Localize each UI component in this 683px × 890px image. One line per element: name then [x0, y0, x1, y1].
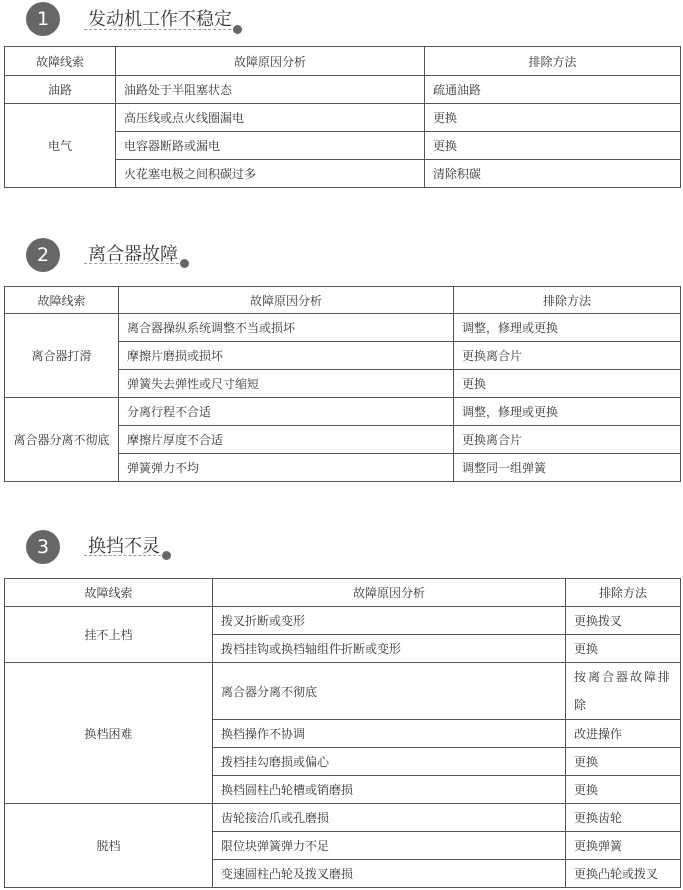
clue-cell: 挂不上档 [5, 607, 213, 663]
section-title: 离合器故障 [88, 244, 178, 265]
cause-cell: 离合器分离不彻底 [213, 663, 566, 720]
underline-dot [180, 259, 189, 268]
fault-table-1 [4, 46, 681, 188]
section-title: 发动机工作不稳定 [88, 9, 232, 30]
remedy-cell: 更换拨叉 [566, 607, 681, 635]
fault-table-3 [4, 578, 681, 888]
header-cause: 故障原因分析 [119, 287, 454, 314]
clue-cell: 换档困难 [5, 663, 213, 804]
header-cause: 故障原因分析 [213, 579, 566, 607]
clue-cell: 油路 [5, 76, 116, 104]
cause-cell: 弹簧失去弹性或尺寸缩短 [119, 370, 454, 398]
underline-dot [233, 25, 242, 34]
remedy-cell: 更换 [425, 104, 681, 132]
section-number-badge: 1 [26, 2, 60, 36]
remedy-cell: 调整，修理或更换 [454, 398, 681, 426]
cause-cell: 分离行程不合适 [119, 398, 454, 426]
title-underline [84, 263, 184, 264]
fault-table-2 [4, 286, 681, 482]
remedy-cell: 按离合器故障排除 [566, 663, 681, 720]
cause-cell: 高压线或点火线圈漏电 [116, 104, 425, 132]
cause-cell: 油路处于半阻塞状态 [116, 76, 425, 104]
remedy-cell: 更换齿轮 [566, 804, 681, 832]
cause-cell: 齿轮接洽爪或孔磨损 [213, 804, 566, 832]
cause-cell: 弹簧弹力不均 [119, 454, 454, 482]
cause-cell: 换档操作不协调 [213, 720, 566, 748]
remedy-cell: 更换 [566, 748, 681, 776]
remedy-cell: 更换 [425, 132, 681, 160]
header-remedy: 排除方法 [425, 47, 681, 76]
remedy-cell: 调整，修理或更换 [454, 314, 681, 342]
clue-cell: 离合器分离不彻底 [5, 398, 119, 482]
cause-cell: 火花塞电极之间积碳过多 [116, 160, 425, 188]
cause-cell: 离合器操纵系统调整不当或损坏 [119, 314, 454, 342]
remedy-cell: 调整同一组弹簧 [454, 454, 681, 482]
remedy-cell: 更换凸轮或拨叉 [566, 860, 681, 888]
title-underline [84, 555, 166, 556]
header-remedy: 排除方法 [454, 287, 681, 314]
clue-cell: 离合器打滑 [5, 314, 119, 398]
cause-cell: 限位块弹簧弹力不足 [213, 832, 566, 860]
header-clue: 故障线索 [5, 287, 119, 314]
section-title: 换挡不灵 [88, 536, 160, 557]
remedy-cell: 清除积碳 [425, 160, 681, 188]
header-clue: 故障线索 [5, 579, 213, 607]
remedy-cell: 更换 [566, 635, 681, 663]
cause-cell: 电容器断路或漏电 [116, 132, 425, 160]
cause-cell: 拨档挂钩或换档轴组件折断或变形 [213, 635, 566, 663]
header-remedy: 排除方法 [566, 579, 681, 607]
cause-cell: 摩擦片厚度不合适 [119, 426, 454, 454]
header-clue: 故障线索 [5, 47, 116, 76]
title-underline [84, 29, 236, 30]
cause-cell: 拨叉折断或变形 [213, 607, 566, 635]
remedy-cell: 更换弹簧 [566, 832, 681, 860]
section-number-badge: 3 [26, 530, 60, 564]
remedy-cell: 更换离合片 [454, 426, 681, 454]
section-number-badge: 2 [26, 238, 60, 272]
remedy-cell: 改进操作 [566, 720, 681, 748]
clue-cell: 脱档 [5, 804, 213, 888]
remedy-cell: 更换 [454, 370, 681, 398]
remedy-cell: 疏通油路 [425, 76, 681, 104]
cause-cell: 摩擦片磨损或损坏 [119, 342, 454, 370]
underline-dot [162, 551, 171, 560]
cause-cell: 变速圆柱凸轮及拨叉磨损 [213, 860, 566, 888]
header-cause: 故障原因分析 [116, 47, 425, 76]
remedy-cell: 更换离合片 [454, 342, 681, 370]
remedy-cell: 更换 [566, 776, 681, 804]
cause-cell: 换档圆柱凸轮槽或销磨损 [213, 776, 566, 804]
cause-cell: 拨档挂勾磨损或偏心 [213, 748, 566, 776]
clue-cell: 电气 [5, 104, 116, 188]
